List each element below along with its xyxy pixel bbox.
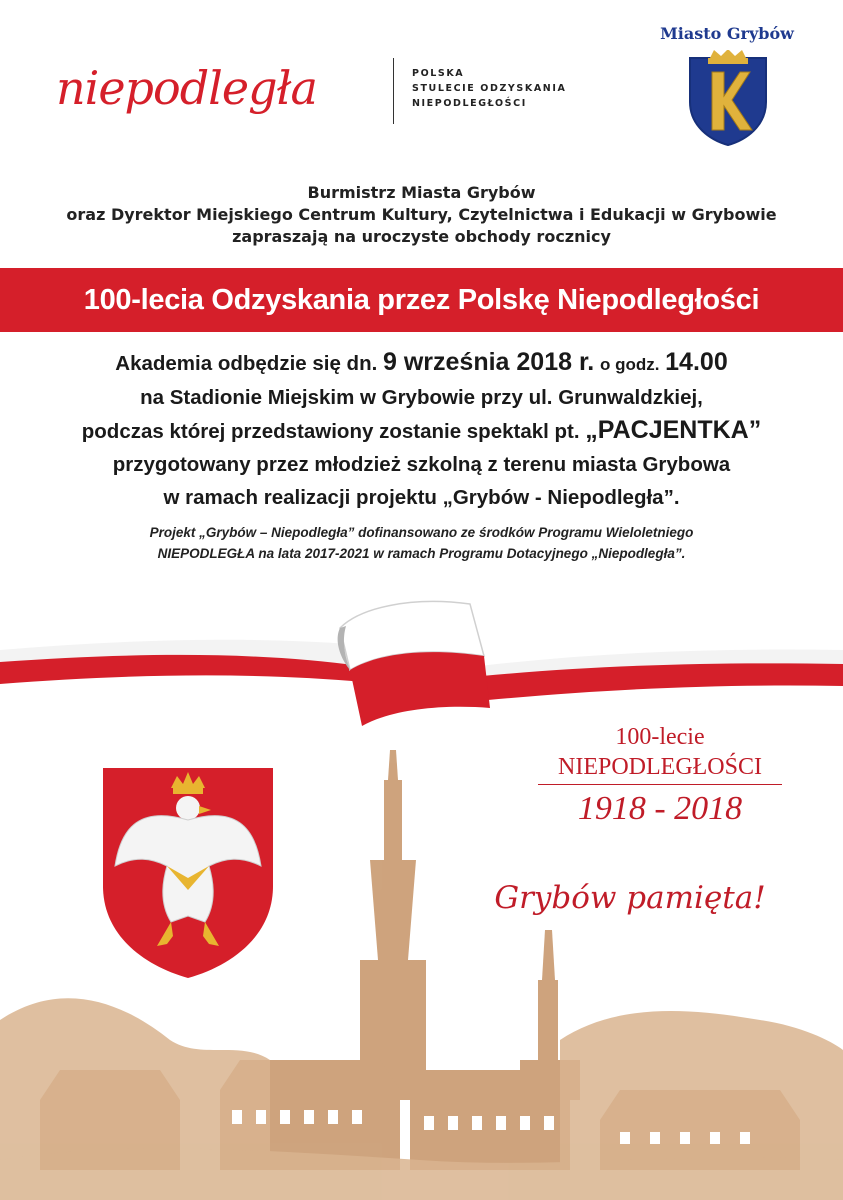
logo-divider xyxy=(393,58,394,124)
intro-line: zapraszają na uroczyste obchody rocznicy xyxy=(232,227,611,246)
anniversary-line: NIEPODLEGŁOŚCI xyxy=(558,754,762,780)
event-time: 14.00 xyxy=(665,348,728,376)
logo-tag-line: STULECIE ODZYSKANIA xyxy=(412,83,567,94)
event-date: 9 września 2018 r. xyxy=(383,348,595,376)
banner-title: 100-lecia Odzyskania przez Polskę Niepodległości xyxy=(83,283,760,316)
details-text: Akademia odbędzie się dn. xyxy=(115,352,378,375)
intro-text xyxy=(0,182,843,248)
niepodlegla-logo xyxy=(52,58,370,130)
niepodlegla-logo-text: niepodległa xyxy=(56,61,317,115)
anniversary-rule xyxy=(538,784,782,785)
anniversary-block xyxy=(520,722,800,829)
details-line-play xyxy=(0,414,843,448)
details-line-youth: przygotowany przez młodzież szkolną z terenu miasta Grybowa xyxy=(112,453,731,476)
intro-line: Burmistrz Miasta Grybów xyxy=(307,183,536,202)
grybow-crest-icon xyxy=(686,50,770,146)
details-text: podczas której przedstawiony zostanie spektakl pt. xyxy=(81,420,580,443)
details-line-date xyxy=(0,346,843,381)
play-title: „PACJENTKA” xyxy=(585,416,762,444)
title-banner xyxy=(0,268,843,332)
details-line-venue: na Stadionie Miejskim w Grybowie przy ul. Grunwaldzkiej, xyxy=(140,386,703,409)
funding-line: Projekt „Grybów – Niepodległa” dofinansowano ze środków Programu Wieloletniego xyxy=(149,525,694,540)
funding-note xyxy=(0,522,843,564)
logo-tag-line: POLSKA xyxy=(412,68,465,79)
motto: Grybów pamięta! xyxy=(494,880,766,916)
anniversary-line: 100-lecie xyxy=(615,724,705,750)
city-name: Miasto Grybów xyxy=(660,24,794,43)
logo-tag-line: NIEPODLEGŁOŚCI xyxy=(412,98,527,109)
white-eagle-emblem-icon xyxy=(101,766,275,980)
anniversary-years: 1918 - 2018 xyxy=(577,790,743,827)
flag-ribbon xyxy=(0,588,843,738)
funding-line: NIEPODLEGŁA na lata 2017-2021 w ramach Programu Dotacyjnego „Niepodległa”. xyxy=(157,546,686,561)
details-line-project: w ramach realizacji projektu „Grybów - Niepodległa”. xyxy=(163,486,680,509)
event-details xyxy=(0,346,843,514)
logo-tagline xyxy=(412,66,566,111)
intro-line: oraz Dyrektor Miejskiego Centrum Kultury, Czytelnictwa i Edukacji w Grybowie xyxy=(66,205,777,224)
details-text: o godz. xyxy=(599,355,660,374)
